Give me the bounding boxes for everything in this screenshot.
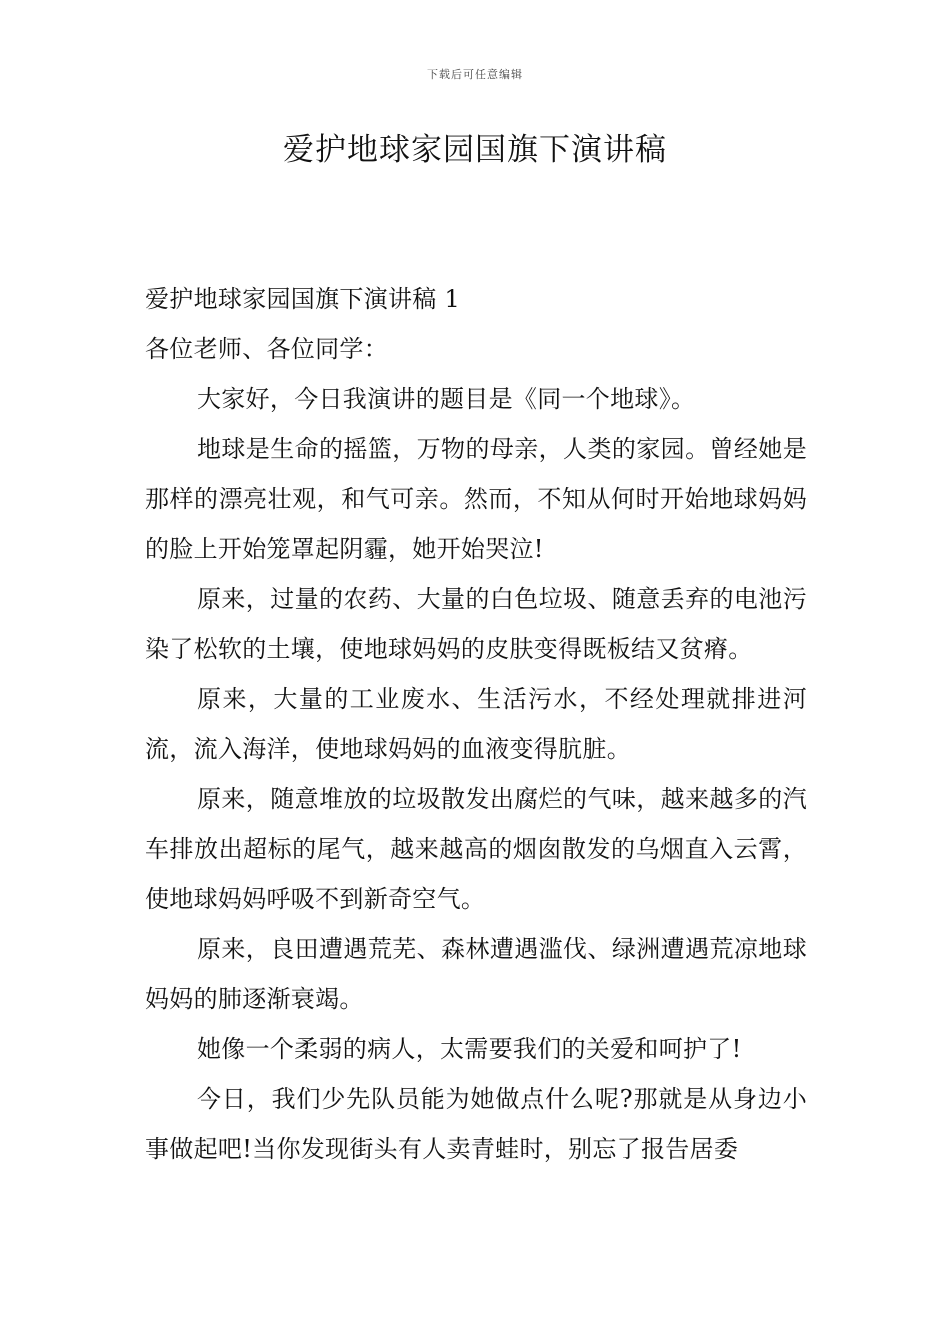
paragraph: 她像一个柔弱的病人，太需要我们的关爱和呵护了! bbox=[197, 1035, 742, 1063]
paragraph: 地球是生命的摇篮，万物的母亲，人类的家园。曾经她是那样的漂亮壮观，和气可亲。然而，不知从何时开始地球妈妈的脸上开始笼罩起阴霾，她开始哭泣! bbox=[145, 435, 807, 563]
salutation: 各位老师、各位同学： bbox=[145, 335, 388, 363]
document-title: 爱护地球家园国旗下演讲稿 bbox=[283, 132, 667, 168]
paragraph: 原来，随意堆放的垃圾散发出腐烂的气味，越来越多的汽车排放出超标的尾气，越来越高的烟囱散发的乌烟直入云霄，使地球妈妈呼吸不到新奇空气。 bbox=[145, 785, 807, 913]
header-note: 下载后可任意编辑 bbox=[427, 68, 523, 81]
section-heading: 爱护地球家园国旗下演讲稿 1 bbox=[145, 285, 461, 313]
paragraph: 原来，良田遭遇荒芜、森林遭遇滥伐、绿洲遭遇荒凉地球妈妈的肺逐渐衰竭。 bbox=[145, 935, 807, 1013]
paragraph: 原来，大量的工业废水、生活污水，不经处理就排进河流，流入海洋，使地球妈妈的血液变得肮脏。 bbox=[145, 685, 807, 763]
paragraph: 原来，过量的农药、大量的白色垃圾、随意丢弃的电池污染了松软的土壤，使地球妈妈的皮肤变得既板结又贫瘠。 bbox=[145, 585, 807, 663]
paragraph: 大家好，今日我演讲的题目是《同一个地球》。 bbox=[197, 385, 696, 413]
paragraph: 今日，我们少先队员能为她做点什么呢?那就是从身边小事做起吧!当你发现街头有人卖青蛙时，别忘了报告居委 bbox=[145, 1085, 807, 1163]
document-body bbox=[145, 274, 807, 1174]
